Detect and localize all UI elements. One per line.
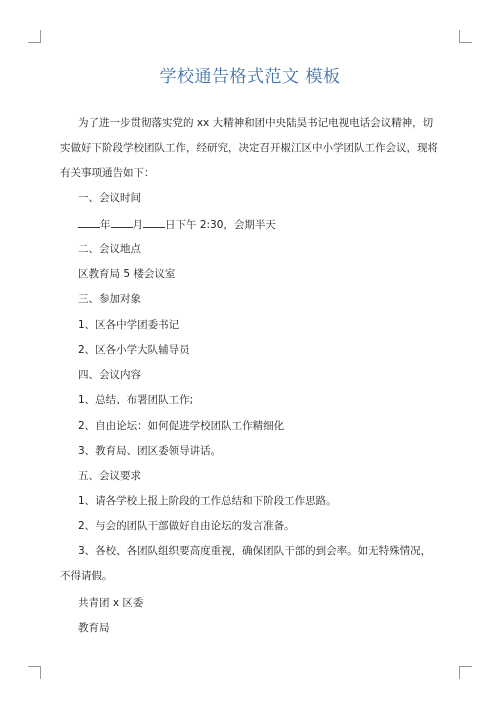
month-blank <box>111 216 133 228</box>
requirement-item-3: 3、各校、各团队组织要高度重视，确保团队干部的到会率。如无特殊情况，不得请假。 <box>60 545 432 582</box>
meeting-time-line <box>78 216 276 232</box>
requirement-item-2: 2、与会的团队干部做好自由论坛的发言准备。 <box>78 520 295 532</box>
crop-mark-bottom-right <box>459 666 472 679</box>
signature-org-2: 教育局 <box>78 622 110 634</box>
section-5-heading: 五、会议要求 <box>78 470 141 482</box>
crop-mark-bottom-left <box>28 666 41 679</box>
meeting-place: 区教育局 5 楼会议室 <box>78 268 176 280</box>
section-1-heading: 一、会议时间 <box>78 192 141 204</box>
section-2-heading: 二、会议地点 <box>78 243 141 255</box>
requirement-item-3-paragraph <box>60 539 440 589</box>
month-label: 月 <box>132 219 143 231</box>
crop-mark-top-left <box>28 30 41 43</box>
crop-mark-top-right <box>459 30 472 43</box>
intro-text: 为了进一步贯彻落实党的 xx 大精神和团中央陆昊书记电视电话会议精神，切实做好下阶段学校团队工作，经研究，决定召开椒江区中小学团队工作会议，现将有关事项通告如下： <box>60 117 438 179</box>
signature-org-1: 共青团 x 区委 <box>78 597 144 609</box>
year-blank <box>78 216 100 228</box>
attendee-item-1: 1、区各中学团委书记 <box>78 319 180 331</box>
attendee-item-2: 2、区各小学大队辅导员 <box>78 344 190 356</box>
section-4-heading: 四、会议内容 <box>78 369 141 381</box>
content-item-1: 1、总结、布署团队工作; <box>78 394 194 406</box>
day-blank <box>143 216 165 228</box>
document-title: 学校通告格式范文 模板 <box>159 67 341 87</box>
year-label: 年 <box>100 219 111 231</box>
section-3-heading: 三、参加对象 <box>78 293 141 305</box>
content-item-2: 2、自由论坛：如何促进学校团队工作精细化 <box>78 420 285 432</box>
intro-paragraph <box>60 111 440 186</box>
content-item-3: 3、教育局、团区委领导讲话。 <box>78 445 222 457</box>
requirement-item-1: 1、请各学校上报上阶段的工作总结和下阶段工作思路。 <box>78 495 337 507</box>
time-rest: 日下午 2:30，会期半天 <box>165 219 276 231</box>
